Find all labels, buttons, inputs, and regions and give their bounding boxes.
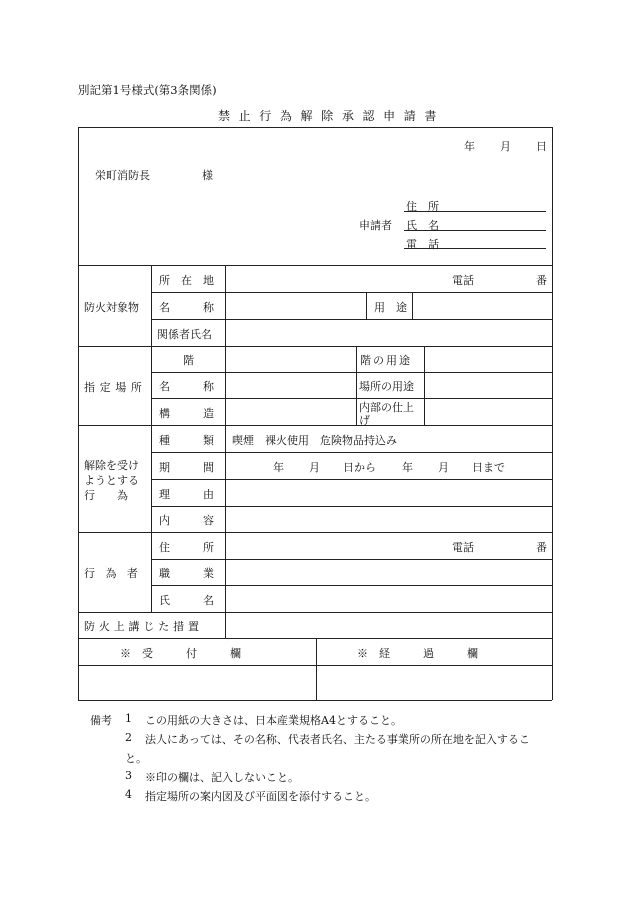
act-reason-field[interactable] xyxy=(226,480,551,506)
act-type-options[interactable]: 喫煙 裸火使用 危険物品持込み xyxy=(232,434,397,447)
act-period-month-to: 月 xyxy=(438,461,449,474)
target-person-field[interactable] xyxy=(226,320,551,346)
note-text: 法人にあっては、その名称、代表者氏名、主たる事業所の所在地を記入するこ xyxy=(145,733,530,746)
actor-address-label: 住 所 xyxy=(159,541,214,554)
place-use-label: 場所の用途 xyxy=(359,380,414,393)
act-content-field[interactable] xyxy=(226,507,551,532)
actor-phone-label: 電話 xyxy=(452,541,474,554)
actor-job-field[interactable] xyxy=(226,560,551,585)
target-group-label: 防火対象物 xyxy=(84,301,139,314)
place-floor-use-field[interactable] xyxy=(425,347,551,372)
target-name-field[interactable] xyxy=(226,293,365,319)
reception-column-label: ※ 受 付 欄 xyxy=(120,647,241,660)
target-location-field[interactable] xyxy=(226,266,551,292)
fire-measures-field[interactable] xyxy=(226,613,551,638)
place-floor-use-label: 階の用途 xyxy=(360,354,412,367)
place-interior-label-line2: げ xyxy=(359,414,370,427)
act-period-year-to: 年 xyxy=(402,461,413,474)
target-use-field[interactable] xyxy=(413,293,551,319)
place-interior-label-line1: 内部の仕上 xyxy=(359,401,414,414)
act-group-label-line2: ようとする xyxy=(84,474,139,487)
applicant-phone-line[interactable] xyxy=(404,248,546,249)
applicant-address-label: 住 所 xyxy=(406,200,439,213)
addressee-honorific: 様 xyxy=(202,169,213,182)
act-period-month-from: 月 xyxy=(309,461,320,474)
target-person-label: 関係者氏名 xyxy=(157,328,212,341)
place-name-label: 名 称 xyxy=(159,380,214,393)
form-reference: 別記第1号様式(第3条関係) xyxy=(78,83,217,97)
note-text-continued: と。 xyxy=(125,752,147,765)
actor-name-field[interactable] xyxy=(226,586,551,612)
date-day-label: 日 xyxy=(536,140,547,153)
act-type-label: 種 類 xyxy=(159,434,214,447)
note-text: この用紙の大きさは、日本産業規格A4とすること。 xyxy=(145,714,402,727)
progress-column-label: ※ 経 過 欄 xyxy=(357,647,478,660)
applicant-address-line[interactable] xyxy=(404,211,546,212)
act-content-label: 内 容 xyxy=(159,514,214,527)
form-title: 禁止行為解除承認申請書 xyxy=(218,109,446,123)
addressee: 栄町消防長 xyxy=(95,169,150,182)
act-period-from: 日から xyxy=(343,461,376,474)
act-period-year-from: 年 xyxy=(273,461,284,474)
note-number: 1 xyxy=(125,712,132,725)
place-use-field[interactable] xyxy=(425,373,551,398)
target-phone-suffix: 番 xyxy=(536,274,547,287)
place-floor-label: 階 xyxy=(183,354,194,367)
applicant-name-label: 氏 名 xyxy=(406,219,439,232)
act-group-label-line3: 行 為 xyxy=(84,489,128,502)
notes-heading: 備考 xyxy=(90,714,112,727)
target-use-label: 用 途 xyxy=(374,301,407,314)
place-interior-field[interactable] xyxy=(425,399,551,425)
actor-name-label: 氏 名 xyxy=(159,594,214,607)
act-reason-label: 理 由 xyxy=(159,488,214,501)
fire-measures-label: 防火上講じた措置 xyxy=(84,620,203,633)
place-structure-label: 構 造 xyxy=(159,407,214,420)
target-phone-label: 電話 xyxy=(452,274,474,287)
place-floor-field[interactable] xyxy=(226,347,355,372)
actor-phone-suffix: 番 xyxy=(536,541,547,554)
note-number: 3 xyxy=(125,769,132,782)
actor-group-label: 行為者 xyxy=(84,567,149,580)
place-name-field[interactable] xyxy=(226,373,355,398)
note-text: 指定場所の案内図及び平面図を添付すること。 xyxy=(145,790,376,803)
actor-job-label: 職 業 xyxy=(159,567,214,580)
note-number: 4 xyxy=(125,788,132,801)
act-period-to: 日まで xyxy=(472,461,505,474)
place-structure-field[interactable] xyxy=(226,399,355,425)
note-text: ※印の欄は、記入しないこと。 xyxy=(145,771,299,784)
act-period-label: 期 間 xyxy=(159,461,214,474)
act-group-label-line1: 解除を受け xyxy=(84,459,139,472)
place-group-label: 指定場所 xyxy=(84,381,147,394)
date-year-label: 年 xyxy=(464,140,475,153)
date-month-label: 月 xyxy=(500,140,511,153)
applicant-phone-label: 電 話 xyxy=(406,238,439,251)
target-location-label: 所 在 地 xyxy=(159,274,214,287)
actor-address-field[interactable] xyxy=(226,533,551,559)
applicant-name-line[interactable] xyxy=(404,230,546,231)
target-name-label: 名 称 xyxy=(159,301,214,314)
applicant-label: 申請者 xyxy=(359,219,392,232)
note-number: 2 xyxy=(125,731,132,744)
